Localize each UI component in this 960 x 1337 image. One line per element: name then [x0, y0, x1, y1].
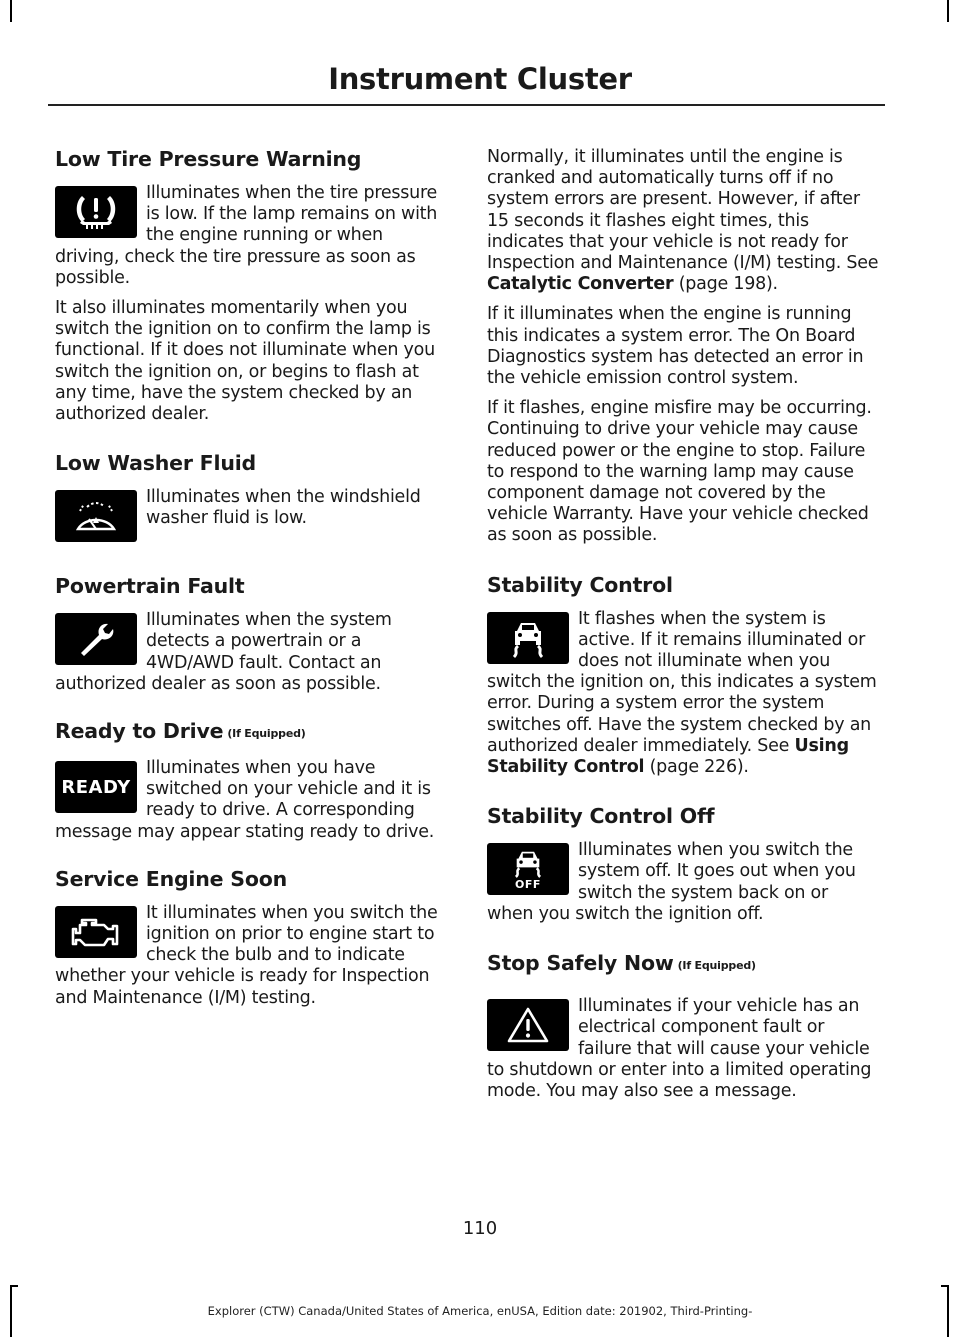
section-stability-off	[487, 802, 879, 925]
stability-control-icon	[487, 612, 569, 664]
paragraph: It illuminates when you switch the ignition on prior to engine start to check the bulb and to indicate whether your vehicle is ready for Inspection and Maintenance (I/M) testing.	[55, 902, 438, 1008]
off-label: OFF	[515, 877, 541, 891]
crop-mark	[941, 1285, 949, 1287]
section-stop-safely	[487, 949, 879, 1102]
section-title: Low Tire Pressure Warning	[55, 147, 362, 171]
section-washer	[55, 449, 447, 546]
section-title-text: Ready to Drive	[55, 719, 224, 744]
paragraph: Illuminates when the system detects a powertrain or a 4WD/AWD fault. Contact an authorized dealer as soon as possible.	[55, 610, 392, 694]
section-title: Powertrain Fault	[55, 574, 245, 599]
footer-text: Explorer (CTW) Canada/United States of America, enUSA, Edition date: 201902, Third-Printing-	[207, 1304, 753, 1318]
section-engine-continued	[487, 147, 879, 547]
paragraph: Illuminates when the tire pressure is low. If the lamp remains on with the engine running or when driving, check the tire pressure as soon as possible.	[55, 183, 438, 288]
paragraph-text: (page 226).	[644, 757, 749, 778]
paragraph: It also illuminates momentarily when you switch the ignition on to confirm the lamp is functional. If it does not illuminate when you switch the ignition on, or begins to flash at any time, have the system checked by an authorized dealer.	[55, 298, 435, 425]
crop-mark	[947, 0, 949, 22]
ready-icon	[55, 761, 137, 813]
crop-mark	[10, 0, 12, 22]
warning-triangle-icon	[487, 999, 569, 1051]
section-title: Service Engine Soon	[55, 866, 288, 891]
section-engine	[55, 865, 447, 1009]
cross-reference-link[interactable]: Using Stability Control	[487, 735, 849, 778]
section-low-tire	[55, 145, 447, 425]
washer-fluid-icon	[55, 490, 137, 542]
paragraph: If it flashes, engine misfire may be occurring. Continuing to drive your vehicle may cause reduced power or the engine to stop. Failure to respond to the warning lamp may cause component damage not covered by the vehicle Warranty. Have your vehicle checked as soon as possible.	[487, 398, 872, 546]
section-title: Low Washer Fluid	[55, 451, 257, 476]
right-column	[487, 147, 879, 1102]
left-column	[55, 145, 447, 1009]
paragraph: If it illuminates when the engine is running this indicates a system error. The On Board Diagnostics system has detected an error in the vehicle emission control system.	[487, 304, 864, 389]
paragraph-text: Normally, it illuminates until the engine is cranked and automatically turns off if no system errors are present. However, if after 15 seconds it flashes eight times, this indicates that your vehicle is not ready for Inspection and Maintenance (I/M) testing. See	[487, 147, 879, 274]
header-rule	[48, 104, 885, 106]
wrench-icon	[55, 613, 137, 665]
paragraph: Illuminates when you switch the system off. It goes out when you switch the system back on or when you switch the ignition off.	[487, 840, 856, 924]
ready-icon-text: READY	[61, 776, 131, 798]
paragraph: Illuminates when you have switched on your vehicle and it is ready to drive. A corresponding message may appear stating ready to drive.	[55, 758, 435, 842]
page-title: Instrument Cluster	[328, 62, 632, 96]
section-title	[55, 717, 447, 748]
paragraph-text: It flashes when the system is active. If it remains illuminated or does not illuminate when you switch the ignition on, this indicates a system error. During a system error the system switches off. Have the system checked by an authorized dealer immediately. See	[487, 608, 877, 756]
section-title: Stability Control	[487, 572, 673, 597]
if-equipped-note: (If Equipped)	[227, 727, 306, 741]
section-title-text: Stop Safely Now	[487, 951, 674, 976]
engine-icon	[55, 906, 137, 958]
paragraph	[487, 147, 879, 295]
paragraph-text: (page 198).	[673, 274, 778, 295]
paragraph: Illuminates when the windshield washer fluid is low.	[146, 487, 421, 529]
cross-reference-link[interactable]: Catalytic Converter	[487, 274, 674, 295]
section-title	[487, 949, 879, 980]
section-ready	[55, 717, 447, 843]
section-powertrain	[55, 572, 447, 695]
stability-control-off-icon	[487, 843, 569, 895]
if-equipped-note: (If Equipped)	[677, 959, 756, 973]
section-title: Stability Control Off	[487, 804, 715, 829]
page-number: 110	[462, 1218, 498, 1239]
tire-pressure-icon	[55, 186, 137, 238]
paragraph: Illuminates if your vehicle has an electrical component fault or failure that will cause your vehicle to shutdown or enter into a limited operating mode. You may also see a message.	[487, 996, 872, 1101]
section-stability	[487, 571, 879, 779]
crop-mark	[10, 1285, 18, 1287]
